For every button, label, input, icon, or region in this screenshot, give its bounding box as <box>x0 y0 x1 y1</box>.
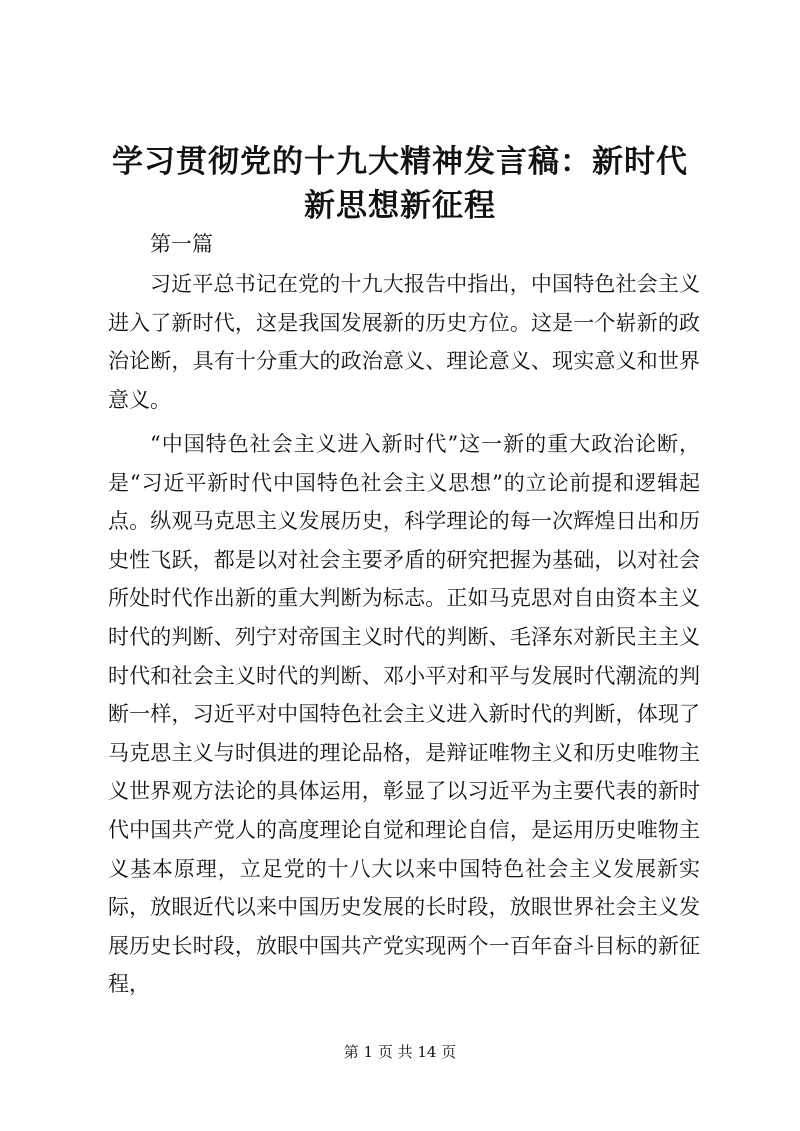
paragraph-1: 习近平总书记在党的十九大报告中指出，中国特色社会主义进入了新时代，这是我国发展新的历史方位。这是一个崭新的政治论断，具有十分重大的政治意义、理论意义、现实意义和世界意义。 <box>108 272 700 412</box>
page-footer: 第 1 页 共 14 页 <box>343 1043 457 1061</box>
document-title: 学习贯彻党的十九大精神发言稿：新时代新思想新征程 <box>112 144 688 224</box>
paragraph-2: “中国特色社会主义进入新时代”这一新的重大政治论断，是“习近平新时代中国特色社会主义思想”的立论前提和逻辑起点。纵观马克思主义发展历史，科学理论的每一次辉煌日出和历史性飞跃，都是以对社会主要矛盾的研究把握为基础，以对社会所处时代作出新的重大判断为标志。正如马克思对自由资本主义时代的判断、列宁对帝国主义时代的判断、毛泽东对新民主主义时代和社会主义时代的判断、邓小平对和平与发展时代潮流的判断一样，习近平对中国特色社会主义进入新时代的判断，体现了马克思主义与时俱进的理论品格，是辩证唯物主义和历史唯物主义世界观方法论的具体运用，彰显了以习近平为主要代表的新时代中国共产党人的高度理论自觉和理论自信，是运用历史唯物主义基本原理，立足党的十八大以来中国特色社会主义发展新实际，放眼近代以来中国历史发展的长时段，放眼世界社会主义发展历史长时段，放眼中国共产党实现两个一百年奋斗目标的新征程， <box>108 432 700 997</box>
section-label: 第一篇 <box>150 232 213 256</box>
